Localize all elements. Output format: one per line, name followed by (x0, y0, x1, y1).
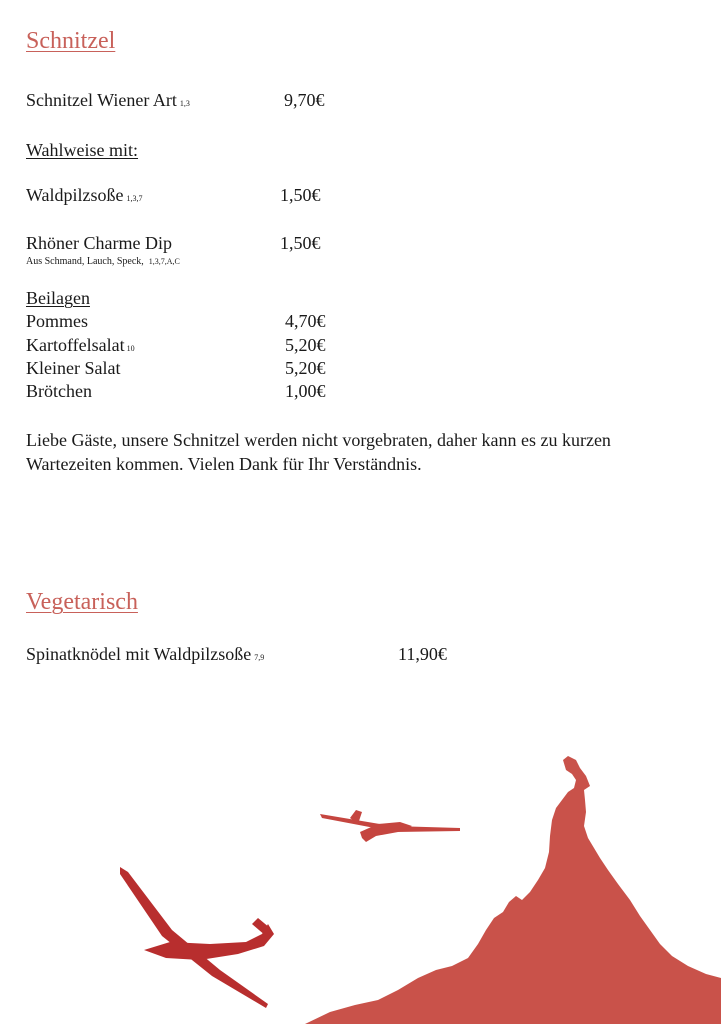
item-price: 11,90€ (398, 644, 447, 664)
item-name: Brötchen (26, 381, 92, 401)
item-name: Pommes (26, 311, 89, 331)
sides-label: Beilagen (26, 288, 90, 308)
item-name: Kartoffelsalat (26, 335, 125, 355)
item-price: 5,20€ (285, 335, 326, 355)
item-name: Schnitzel Wiener Art (26, 90, 177, 110)
item-name: Spinatknödel mit Waldpilzsoße (26, 644, 252, 664)
item-allergens: 1,3,7 (126, 194, 143, 203)
item-allergens: 7,9 (254, 653, 265, 662)
item-name: Waldpilzsoße (26, 185, 124, 205)
small-glider-icon (320, 810, 460, 842)
wait-time-notice: Liebe Gäste, unsere Schnitzel werden nicht vorgebraten, daher kann es zu kurzen Wartezeiten kommen. Vielen Dank für Ihr Verständnis. (26, 430, 611, 474)
section-heading-schnitzel: Schnitzel (26, 28, 116, 54)
item-name: Kleiner Salat (26, 358, 121, 378)
item-price: 1,50€ (280, 233, 321, 253)
item-price: 1,50€ (280, 185, 321, 205)
mountain-rock-icon (305, 756, 721, 1024)
item-price: 9,70€ (284, 90, 325, 110)
section-heading-vegetarisch: Vegetarisch (26, 589, 138, 615)
glider-icon (120, 867, 274, 1008)
options-label: Wahlweise mit: (26, 140, 139, 160)
item-price: 5,20€ (285, 358, 326, 378)
item-allergens: 1,3 (179, 99, 190, 108)
item-allergens: 1,3,7,A,C (148, 257, 180, 266)
option-item-rhoener-charme-dip: Rhöner Charme Dip (26, 233, 172, 253)
description-text: Aus Schmand, Lauch, Speck, (26, 256, 144, 267)
item-price: 1,00€ (285, 381, 326, 401)
item-price: 4,70€ (285, 311, 326, 331)
item-allergens: 10 (126, 344, 135, 353)
